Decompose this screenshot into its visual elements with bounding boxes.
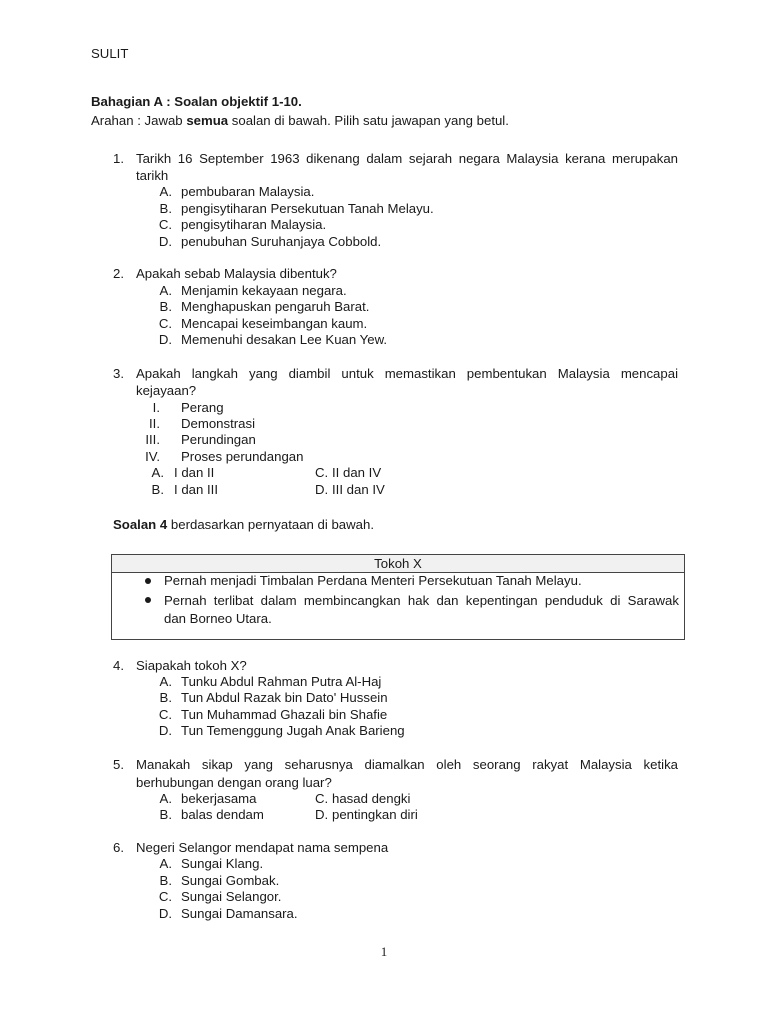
q1-number: 1. bbox=[113, 151, 124, 166]
q5-option-letter: A. bbox=[159, 791, 172, 806]
q3-text-line2: kejayaan? bbox=[136, 383, 197, 398]
q3-option-text: I dan II bbox=[174, 465, 215, 480]
q5-option-text: hasad dengki bbox=[332, 791, 411, 806]
q2-option-letter: A. bbox=[159, 283, 172, 298]
q4-intro-bold: Soalan 4 bbox=[113, 517, 168, 532]
instruction bbox=[91, 113, 509, 129]
q2-number: 2. bbox=[113, 266, 124, 281]
tokoh-box bbox=[111, 554, 685, 640]
q2-option-text: Memenuhi desakan Lee Kuan Yew. bbox=[181, 332, 388, 347]
q3-statement: Demonstrasi bbox=[181, 416, 256, 431]
q4-text: Siapakah tokoh X? bbox=[136, 658, 247, 673]
q5-text-line2: berhubungan dengan orang luar? bbox=[136, 775, 332, 790]
q1-option-letter: B. bbox=[159, 201, 172, 216]
q2-option-text: Menjamin kekayaan negara. bbox=[181, 283, 347, 298]
q3-number: 3. bbox=[113, 366, 124, 381]
q5-option-text: balas dendam bbox=[181, 807, 264, 822]
q6-option-letter: A. bbox=[159, 856, 172, 871]
q3-option-letter: D. bbox=[315, 482, 329, 497]
q3-roman: IV. bbox=[145, 449, 160, 464]
q5-option-text: bekerjasama bbox=[181, 791, 257, 806]
q3-roman: I. bbox=[152, 400, 160, 415]
q6-option-text: Sungai Damansara. bbox=[181, 906, 298, 921]
q3-roman: III. bbox=[145, 432, 160, 447]
tokoh-box-title: Tokoh X bbox=[112, 555, 684, 573]
q6-option-text: Sungai Gombak. bbox=[181, 873, 280, 888]
q6-text: Negeri Selangor mendapat nama sempena bbox=[136, 840, 389, 855]
q1-option-letter: C. bbox=[158, 217, 172, 232]
q3-option-text: I dan III bbox=[174, 482, 218, 497]
q3-statement: Perang bbox=[181, 400, 224, 415]
q4-option-letter: D. bbox=[158, 723, 172, 738]
q3-statement: Perundingan bbox=[181, 432, 256, 447]
q2-option-letter: B. bbox=[159, 299, 172, 314]
q4-option-text: Tunku Abdul Rahman Putra Al-Haj bbox=[181, 674, 382, 689]
q6-number: 6. bbox=[113, 840, 124, 855]
q1-option-text: pengisytiharan Persekutuan Tanah Melayu. bbox=[181, 201, 434, 216]
q3-text-line1: Apakah langkah yang diambil untuk memastikan pembentukan Malaysia mencapai bbox=[136, 366, 678, 381]
q6-option-letter: B. bbox=[159, 873, 172, 888]
q1-option-text: pembubaran Malaysia. bbox=[181, 184, 315, 199]
q3-option-text: II dan IV bbox=[332, 465, 382, 480]
q1-option-letter: A. bbox=[159, 184, 172, 199]
bullet-icon bbox=[145, 578, 151, 584]
q6-option-text: Sungai Selangor. bbox=[181, 889, 282, 904]
q1-option-letter: D. bbox=[158, 234, 172, 249]
q5-option-letter: D. bbox=[315, 807, 329, 822]
instruction-prefix: Arahan : Jawab bbox=[91, 113, 183, 128]
q4-option-letter: B. bbox=[159, 690, 172, 705]
tokoh-bullet2-line2: dan Borneo Utara. bbox=[164, 611, 272, 626]
instruction-bold: semua bbox=[186, 113, 229, 128]
q3-option-letter: C. bbox=[315, 465, 329, 480]
q5-option-text: pentingkan diri bbox=[332, 807, 418, 822]
q5-option-letter: C. bbox=[315, 791, 329, 806]
q6-option-letter: C. bbox=[158, 889, 172, 904]
q5-option-letter: B. bbox=[159, 807, 172, 822]
q2-option-letter: C. bbox=[158, 316, 172, 331]
q6-option-letter: D. bbox=[158, 906, 172, 921]
q3-option-text: III dan IV bbox=[332, 482, 385, 497]
q4-option-text: Tun Abdul Razak bin Dato' Hussein bbox=[181, 690, 388, 705]
q1-option-text: pengisytiharan Malaysia. bbox=[181, 217, 327, 232]
q3-option-letter: A. bbox=[151, 465, 164, 480]
tokoh-bullet1: Pernah menjadi Timbalan Perdana Menteri Persekutuan Tanah Melayu. bbox=[164, 573, 582, 588]
bullet-icon bbox=[145, 597, 151, 603]
q1-text-line1: Tarikh 16 September 1963 dikenang dalam sejarah negara Malaysia kerana merupakan bbox=[136, 151, 678, 166]
q4-intro bbox=[113, 517, 374, 533]
q1-option-text: penubuhan Suruhanjaya Cobbold. bbox=[181, 234, 382, 249]
q4-intro-rest: berdasarkan pernyataan di bawah. bbox=[170, 517, 375, 532]
q3-roman: II. bbox=[149, 416, 160, 431]
q2-text: Apakah sebab Malaysia dibentuk? bbox=[136, 266, 337, 281]
q4-option-letter: A. bbox=[159, 674, 172, 689]
section-title: Bahagian A : Soalan objektif 1-10. bbox=[91, 94, 302, 109]
q3-statement: Proses perundangan bbox=[181, 449, 304, 464]
q5-text-line1: Manakah sikap yang seharusnya diamalkan oleh seorang rakyat Malaysia ketika bbox=[136, 757, 678, 772]
q4-option-letter: C. bbox=[158, 707, 172, 722]
q4-option-text: Tun Temenggung Jugah Anak Barieng bbox=[181, 723, 405, 738]
instruction-suffix: soalan di bawah. Pilih satu jawapan yang betul. bbox=[231, 113, 509, 128]
confidential-label: SULIT bbox=[91, 46, 129, 61]
q4-option-text: Tun Muhammad Ghazali bin Shafie bbox=[181, 707, 388, 722]
q2-option-letter: D. bbox=[158, 332, 172, 347]
q4-number: 4. bbox=[113, 658, 124, 673]
q3-option-letter: B. bbox=[151, 482, 164, 497]
q2-option-text: Menghapuskan pengaruh Barat. bbox=[181, 299, 370, 314]
q5-number: 5. bbox=[113, 757, 124, 772]
q1-text-line2: tarikh bbox=[136, 168, 169, 183]
q6-option-text: Sungai Klang. bbox=[181, 856, 264, 871]
tokoh-bullet2-line1: Pernah terlibat dalam membincangkan hak dan kepentingan penduduk di Sarawak bbox=[164, 593, 679, 608]
page-number: 1 bbox=[380, 944, 388, 959]
q2-option-text: Mencapai keseimbangan kaum. bbox=[181, 316, 368, 331]
